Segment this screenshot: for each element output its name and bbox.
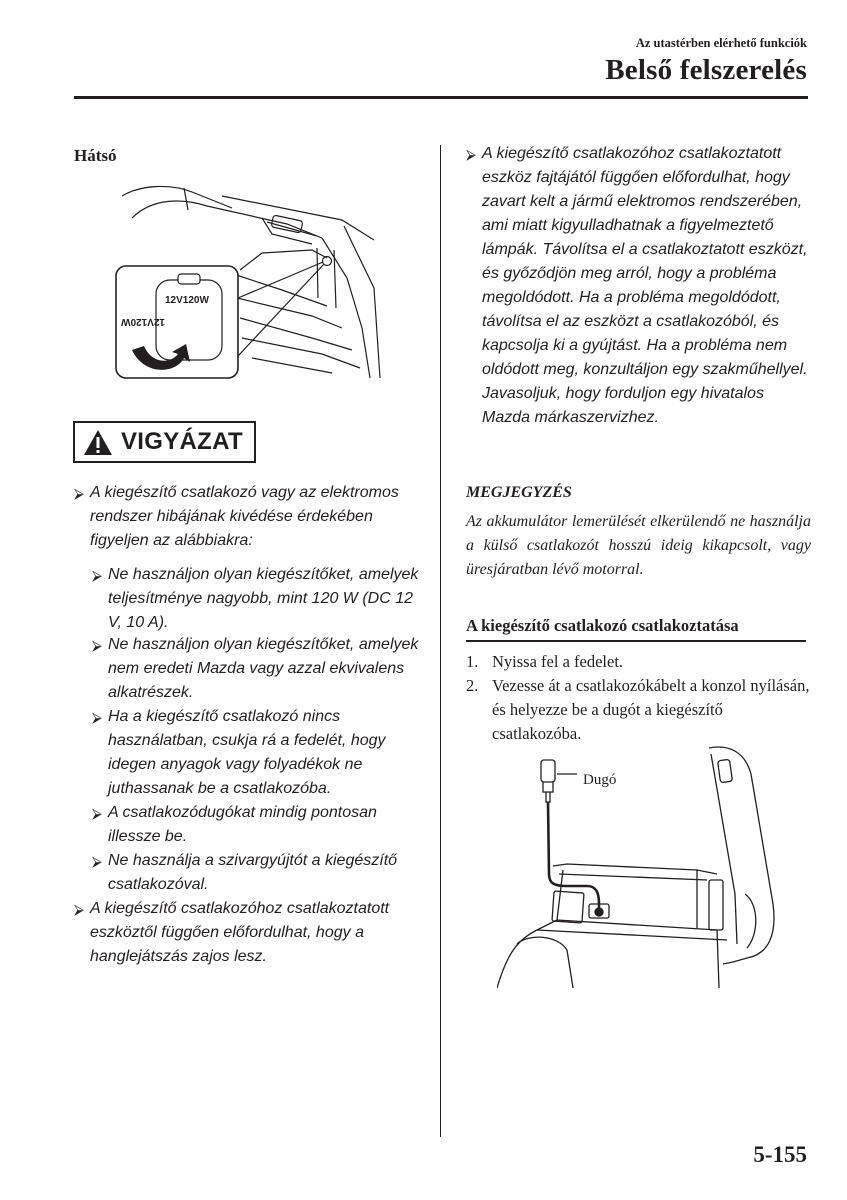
bullet-arrow-icon: ⮚ (92, 637, 102, 653)
caution-subbullet: ⮚ Ha a kiegészítő csatlakozó nincs használatban, csukja rá a fedelét, hogy idegen anyagok vagy folyadékok ne juthassanak be a csatlakozóba. (92, 705, 424, 801)
bullet-arrow-icon: ⮚ (74, 901, 84, 917)
rear-accessory-socket-illustration (112, 178, 382, 396)
plug-label: Dugó (583, 772, 617, 788)
header-rule (74, 96, 808, 99)
plug-label-top: 12V120W (165, 295, 209, 306)
bullet-arrow-icon: ⮚ (92, 567, 102, 583)
caution-subbullet: ⮚ Ne használjon olyan kiegészítőket, amelyek teljesítménye nagyobb, mint 120 W (DC 12 V, 10 A). (92, 563, 424, 635)
caution-bullet: ⮚ A kiegészítő csatlakozóhoz csatlakoztatott eszköztől függően előfordulhat, hogy a hanglejátszás zajos lesz. (74, 897, 424, 969)
caution-bullet: ⮚ A kiegészítő csatlakozóhoz csatlakoztatott eszköz fajtájától függően előfordulhat, hogy zavart kelt a jármű elektromos rendszerében, ami miatt kigyulladhatnak a figyelmeztető lámpák. Távolítsa el a csatlakoztatott eszközt, és győződjön meg arról, hogy a probléma megoldódott. Ha a probléma megoldódott, távolítsa el az eszközt a csatlakozóból, és kapcsolja ki a gyújtást. Ha a probléma nem oldódott meg, konzultáljon egy szakműhellyel. Javasoljuk, hogy forduljon egy hivatalos Mazda márkaszervizhez. (466, 142, 811, 430)
note-text: Az akkumulátor lemerülését elkerülendő ne használja a külső csatlakozót hosszú ideig kikapcsolt, vagy üresjáratban lévő motorral. (466, 513, 811, 578)
bullet-arrow-icon: ⮚ (92, 805, 102, 821)
step-item: 2. Vezesse át a csatlakozókábelt a konzol nyílásán, és helyezze be a dugót a kiegészítő csatlakozóba. (466, 676, 810, 743)
subsection-rule (466, 640, 806, 642)
page-title: Belső felszerelés (605, 54, 807, 86)
column-divider (440, 145, 441, 1137)
bullet-arrow-icon: ⮚ (92, 853, 102, 869)
bullet-arrow-icon: ⮚ (92, 709, 102, 725)
console-socket-illustration (497, 744, 777, 990)
step-item: 1. Nyissa fel a fedelet. (466, 652, 624, 671)
page-number: 5-155 (753, 1142, 807, 1167)
bullet-arrow-icon: ⮚ (74, 485, 84, 501)
subsection-title: A kiegészítő csatlakozó csatlakoztatása (466, 616, 739, 635)
section-title-rear: Hátsó (74, 146, 117, 165)
caution-subbullet: ⮚ Ne használjon olyan kiegészítőket, amelyek nem eredeti Mazda vagy azzal ekvivalens alkatrészek. (92, 633, 424, 705)
warning-triangle-icon (83, 429, 113, 456)
plug-label-bottom: 12V120W (121, 316, 165, 327)
caution-banner (73, 421, 256, 463)
caution-label: VIGYÁZAT (121, 428, 243, 455)
caution-bullet: ⮚ A kiegészítő csatlakozó vagy az elektromos rendszer hibájának kivédése érdekében figyeljen az alábbiakra: (74, 481, 424, 553)
caution-subbullet: ⮚ Ne használja a szivargyújtót a kiegészítő csatlakozóval. (92, 849, 424, 897)
note-title: MEGJEGYZÉS (466, 484, 572, 501)
caution-subbullet: ⮚ A csatlakozódugókat mindig pontosan illessze be. (92, 801, 424, 849)
running-header: Az utastérben elérhető funkciók (635, 36, 807, 50)
bullet-arrow-icon: ⮚ (466, 146, 476, 162)
